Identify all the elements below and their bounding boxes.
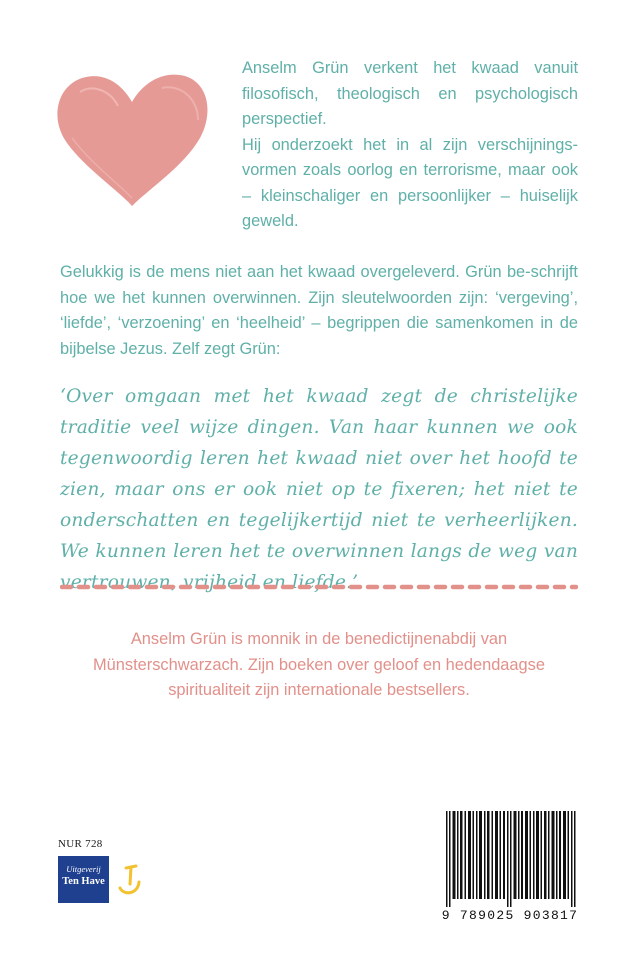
heart-illustration [52,68,212,210]
publisher-logo [58,856,109,903]
isbn-number: 9 789025 903817 [441,908,579,923]
isbn-barcode [440,811,580,923]
publisher-swoosh-icon [116,862,142,896]
nur-code: NUR 728 [58,838,103,850]
intro-text [242,56,578,235]
intro-paragraph-1: Anselm Grün verkent het kwaad vanuit filosofisch, theologisch en psychologisch perspectief. [242,59,578,128]
publisher-name: Ten Have [62,876,105,887]
publisher-line-1: Uitgeverij [66,864,101,874]
body-paragraph: Gelukkig is de mens niet aan het kwaad overgeleverd. Grün be-schrijft hoe we het kunnen overwinnen. Zijn sleutelwoorden zijn: ‘vergeving’, ‘liefde’, ‘verzoening’ en ‘heelheid’ – begrippen die samenkomen in de bijbelse Jezus. Zelf zegt Grün: [60,263,578,358]
intro-paragraph-2: Hij onderzoekt het in al zijn verschijnings-vormen zoals oorlog en terrorisme, maar ook – kleinschaliger en persoonlijker – huiselijk geweld. [242,135,578,230]
barcode-bars [446,811,578,907]
dashed-divider [60,582,578,592]
quote-text: ‘Over omgaan met het kwaad zegt de christelijke traditie veel wijze dingen. Van haar kunnen we ook tegenwoordig leren het kwaad niet over het hoofd te zien, maar ons er ook niet op te fixeren; het niet te onderschatten en tegelijkertijd niet te verheerlijken. We kunnen leren het te overwinnen langs de weg van vertrouwen, vrijheid en liefde.’ [60,386,578,593]
author-bio: Anselm Grün is monnik in de benedictijnenabdij van Münsterschwarzach. Zijn boeken over geloof en hedendaagse spiritualiteit zijn internationale bestsellers. [93,630,545,699]
